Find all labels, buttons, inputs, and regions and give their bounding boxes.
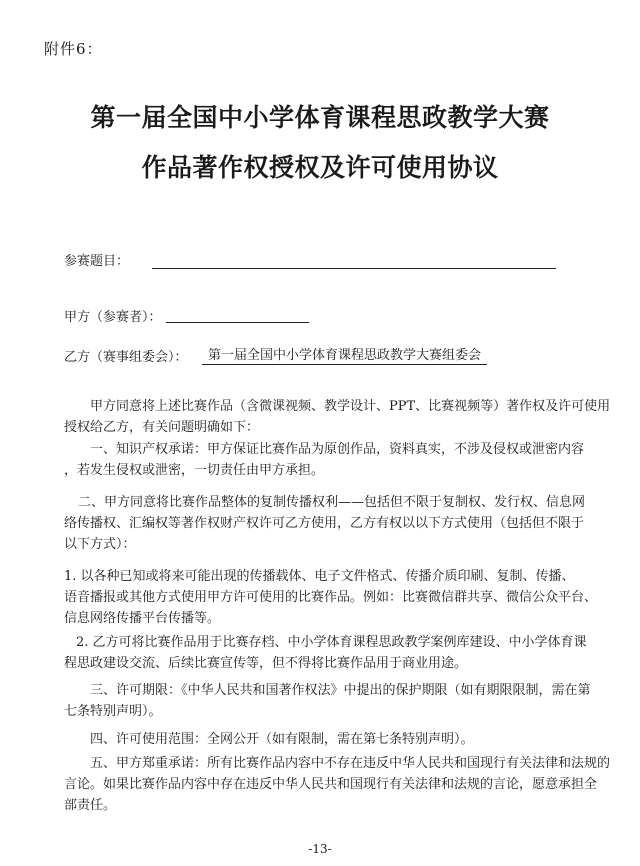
section-2-item-2: [64, 632, 587, 674]
attachment-label: 附件6：: [44, 40, 103, 58]
section-4-paragraph: [64, 729, 474, 750]
topic-input-line[interactable]: [152, 268, 556, 269]
section-2-item-1-line-3: 信息网络传播平台传播等。: [64, 611, 221, 626]
section-1-line-1: 一、知识产权承诺：甲方保证比赛作品为原创作品，资料真实，不涉及侵权或泄密内容: [90, 442, 585, 457]
section-3-paragraph: [64, 680, 591, 722]
intro-paragraph: [64, 396, 610, 438]
section-2-item-2-line-1: 2. 乙方可将比赛作品用于比赛存档、中小学体育课程思政教学案例库建设、中小学体育课: [76, 635, 587, 650]
section-2-item-1-line-2: 语音播报或其他方式使用甲方许可使用的比赛作品。例如：比赛微信群共享、微信公众平台、: [64, 590, 598, 605]
section-3-line-2: 七条特别声明）。: [64, 704, 162, 719]
section-2-item-1-line-1: 1. 以各种已知或将来可能出现的传播载体、电子文件格式、传播介质印刷、复制、传播、: [64, 569, 575, 584]
section-5-line-3: 部责任。: [64, 798, 117, 813]
section-5-line-2: 言论。如果比赛作品内容中存在违反中华人民共和国现行有关法律和法规的言论，愿意承担全: [64, 777, 598, 792]
section-1-line-2: ，若发生侵权或泄密，一切责任由甲方承担。: [64, 463, 325, 478]
section-2-item-2-line-2: 程思政建设交流、后续比赛宣传等，但不得将比赛作品用于商业用途。: [64, 656, 468, 671]
section-2-line-2: 络传播权、汇编权等著作权财产权许可乙方使用，乙方有权以以下方式使用（包括但不限于: [64, 516, 585, 531]
section-1-paragraph: [64, 439, 584, 481]
section-2-line-3: 以下方式）：: [64, 537, 136, 552]
agreement-title-line-1: 第一届全国中小学体育课程思政教学大赛: [90, 103, 550, 132]
section-3-line-1: 三、许可期限：《中华人民共和国著作权法》中提出的保护期限（如有期限限制，需在第: [90, 683, 591, 698]
party-b-value: 第一届全国中小学体育课程思政教学大赛组委会: [202, 344, 487, 365]
section-5-paragraph: [64, 753, 610, 816]
section-2-line-1: 二、甲方同意将比赛作品整体的复制传播权利——包括但不限于复制权、发行权、信息网: [78, 495, 586, 510]
agreement-title-line-2: 作品著作权授权及许可使用协议: [141, 153, 499, 182]
topic-label: 参赛题目：: [64, 254, 130, 269]
section-5-line-1: 五、甲方郑重承诺：所有比赛作品内容中不存在违反中华人民共和国现行有关法律和法规的: [90, 756, 611, 771]
section-2-item-1: [64, 566, 597, 629]
intro-line-1: 甲方同意将上述比赛作品（含微课视频、教学设计、PPT、比赛视频等）著作权及许可使用: [90, 399, 611, 414]
section-4-line-1: 四、许可使用范围：全网公开（如有限制，需在第七条特别声明）。: [90, 732, 474, 747]
party-b-label: 乙方（赛事组委会）：: [64, 350, 188, 365]
intro-line-2: 授权给乙方，有关问题明确如下：: [64, 420, 260, 435]
page-number: -13-: [308, 842, 332, 856]
party-a-label: 甲方（参赛者）：: [64, 310, 162, 325]
section-2-paragraph: [64, 492, 585, 555]
party-a-input-line[interactable]: [166, 322, 309, 323]
